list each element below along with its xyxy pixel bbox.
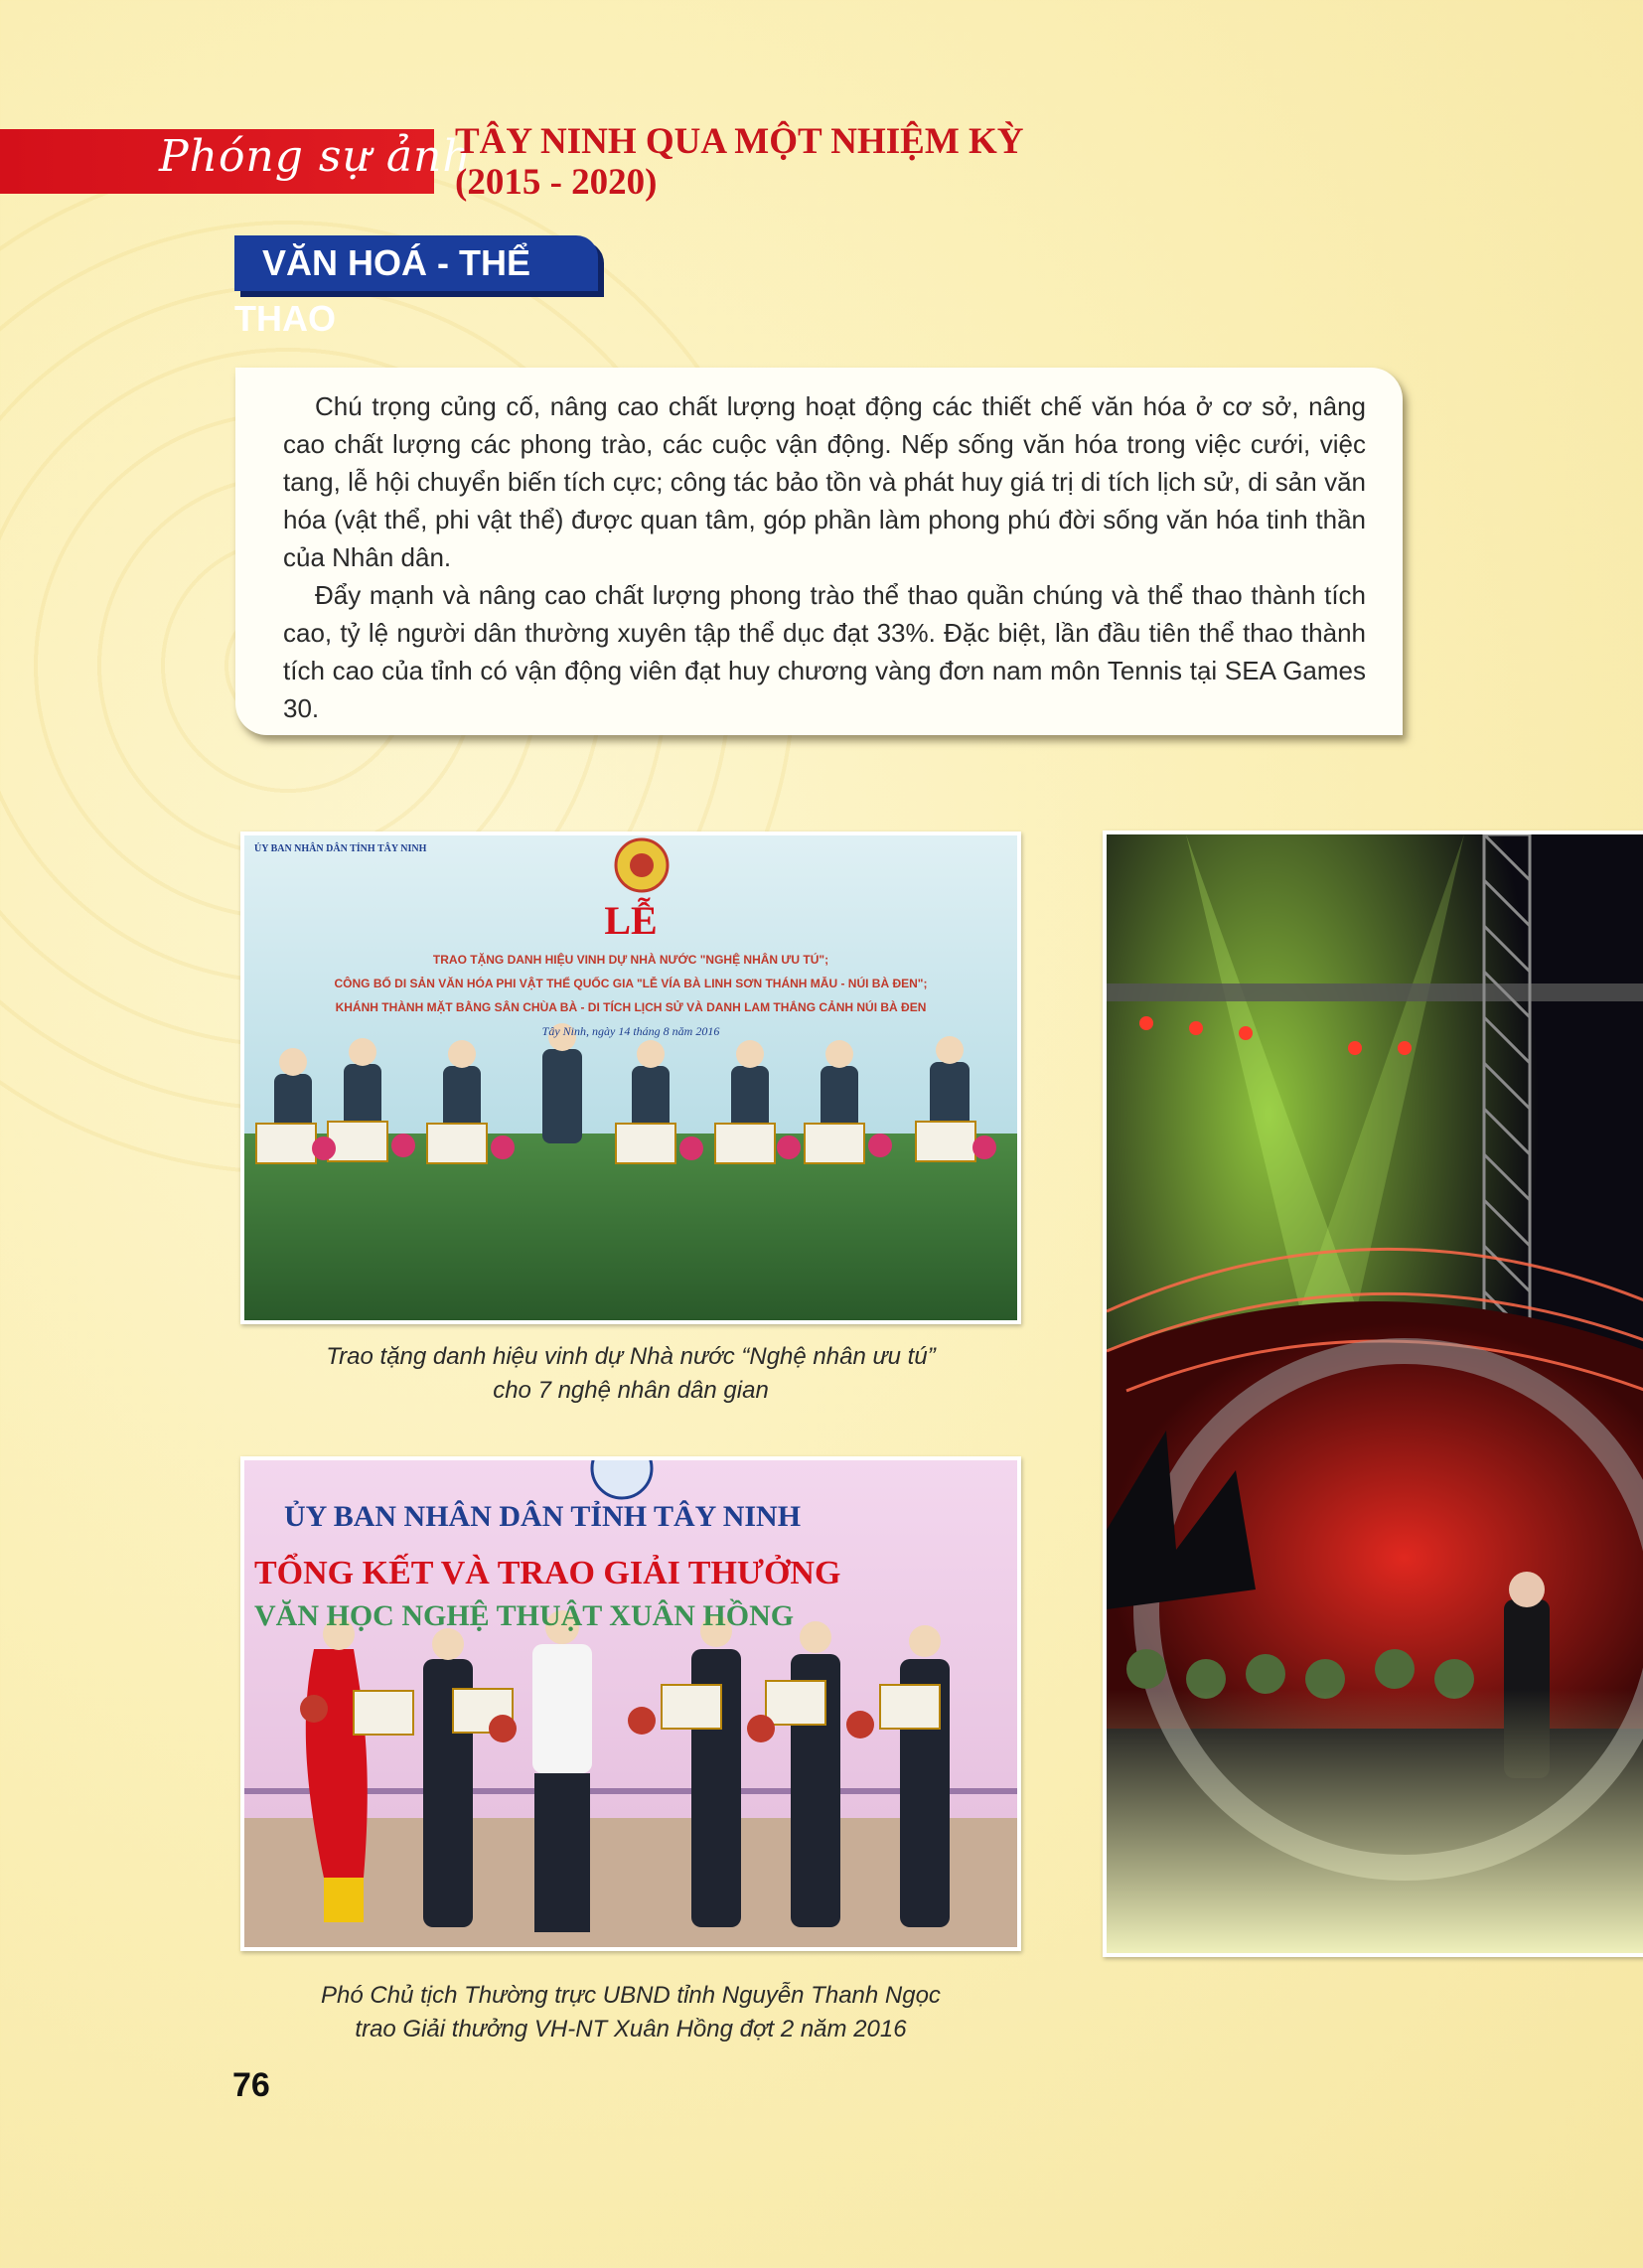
photo2-caption-line2: trao Giải thưởng VH-NT Xuân Hồng đợt 2 năm 2016 xyxy=(355,2016,907,2042)
photo-award-ceremony xyxy=(240,832,1021,1324)
photo2-caption xyxy=(240,1979,1021,2046)
photo1-caption xyxy=(240,1340,1021,1408)
section-tag: VĂN HOÁ - THỂ THAO xyxy=(234,235,598,291)
intro-paragraph-1: Chú trọng củng cố, nâng cao chất lượng hoạt động các thiết chế văn hóa ở cơ sở, nâng cao chất lượng các phong trào, các cuộc vận động. Nếp sống văn hóa trong việc cưới, việc tang, lễ hội chuyển biến tích cực; công tác bảo tồn và phát huy giá trị di tích lịch sử, di sản văn hóa (vật thể, phi vật thể) được quan tâm, góp phần làm phong phú đời sống văn hóa tinh thần của Nhân dân. xyxy=(283,391,1366,572)
photo1-banner-line2: CÔNG BỐ DI SẢN VĂN HÓA PHI VẬT THỂ QUỐC GIA "LỄ VÍA BÀ LINH SƠN THÁNH MẪU - NÚI BÀ ĐEN"; xyxy=(334,977,928,990)
photo1-caption-line2: cho 7 nghệ nhân dân gian xyxy=(493,1377,769,1404)
photo1-caption-line1: Trao tặng danh hiệu vinh dự Nhà nước “Nghệ nhân ưu tú” xyxy=(326,1343,936,1370)
intro-textbox xyxy=(235,368,1403,735)
photo1-banner-title: LỄ xyxy=(604,898,658,943)
photo1-banner-date: Tây Ninh, ngày 14 tháng 8 năm 2016 xyxy=(541,1024,720,1038)
photo2-banner-line1: TỔNG KẾT VÀ TRAO GIẢI THƯỞNG xyxy=(254,1555,841,1591)
photo2-banner-org: ỦY BAN NHÂN DÂN TỈNH TÂY NINH xyxy=(284,1500,802,1533)
section-label: Phóng sự ảnh xyxy=(159,131,472,182)
page-number: 76 xyxy=(232,2066,270,2104)
intro-paragraph-2: Đẩy mạnh và nâng cao chất lượng phong trào thể thao quần chúng và thể thao thành tích cao, tỷ lệ người dân thường xuyên tập thể dục đạt 33%. Đặc biệt, lần đầu tiên thể thao thành tích cao của tỉnh có vận động viên đạt huy chương vàng đơn nam môn Tennis tại SEA Games 30. xyxy=(283,580,1366,723)
photo2-caption-line1: Phó Chủ tịch Thường trực UBND tỉnh Nguyễn Thanh Ngọc xyxy=(321,1982,941,2009)
photo1-banner-line3: KHÁNH THÀNH MẶT BẰNG SÂN CHÙA BÀ - DI TÍCH LỊCH SỬ VÀ DANH LAM THẮNG CẢNH NÚI BÀ ĐEN xyxy=(335,1000,927,1014)
page-title xyxy=(455,121,1024,203)
photo-xuan-hong-award xyxy=(240,1456,1021,1951)
photo-stage-performance xyxy=(1103,831,1643,1957)
page-title-line2: (2015 - 2020) xyxy=(455,162,658,203)
photo1-banner-line1: TRAO TẶNG DANH HIỆU VINH DỰ NHÀ NƯỚC "NGHỆ NHÂN ƯU TÚ"; xyxy=(432,953,829,967)
stage-scene xyxy=(1107,834,1643,1953)
page-title-line1: TÂY NINH QUA MỘT NHIỆM KỲ xyxy=(455,121,1024,162)
photo2-banner-line2: VĂN HỌC NGHỆ THUẬT XUÂN HỒNG xyxy=(254,1599,795,1632)
photo1-banner-org: ỦY BAN NHÂN DÂN TỈNH TÂY NINH xyxy=(254,843,427,854)
